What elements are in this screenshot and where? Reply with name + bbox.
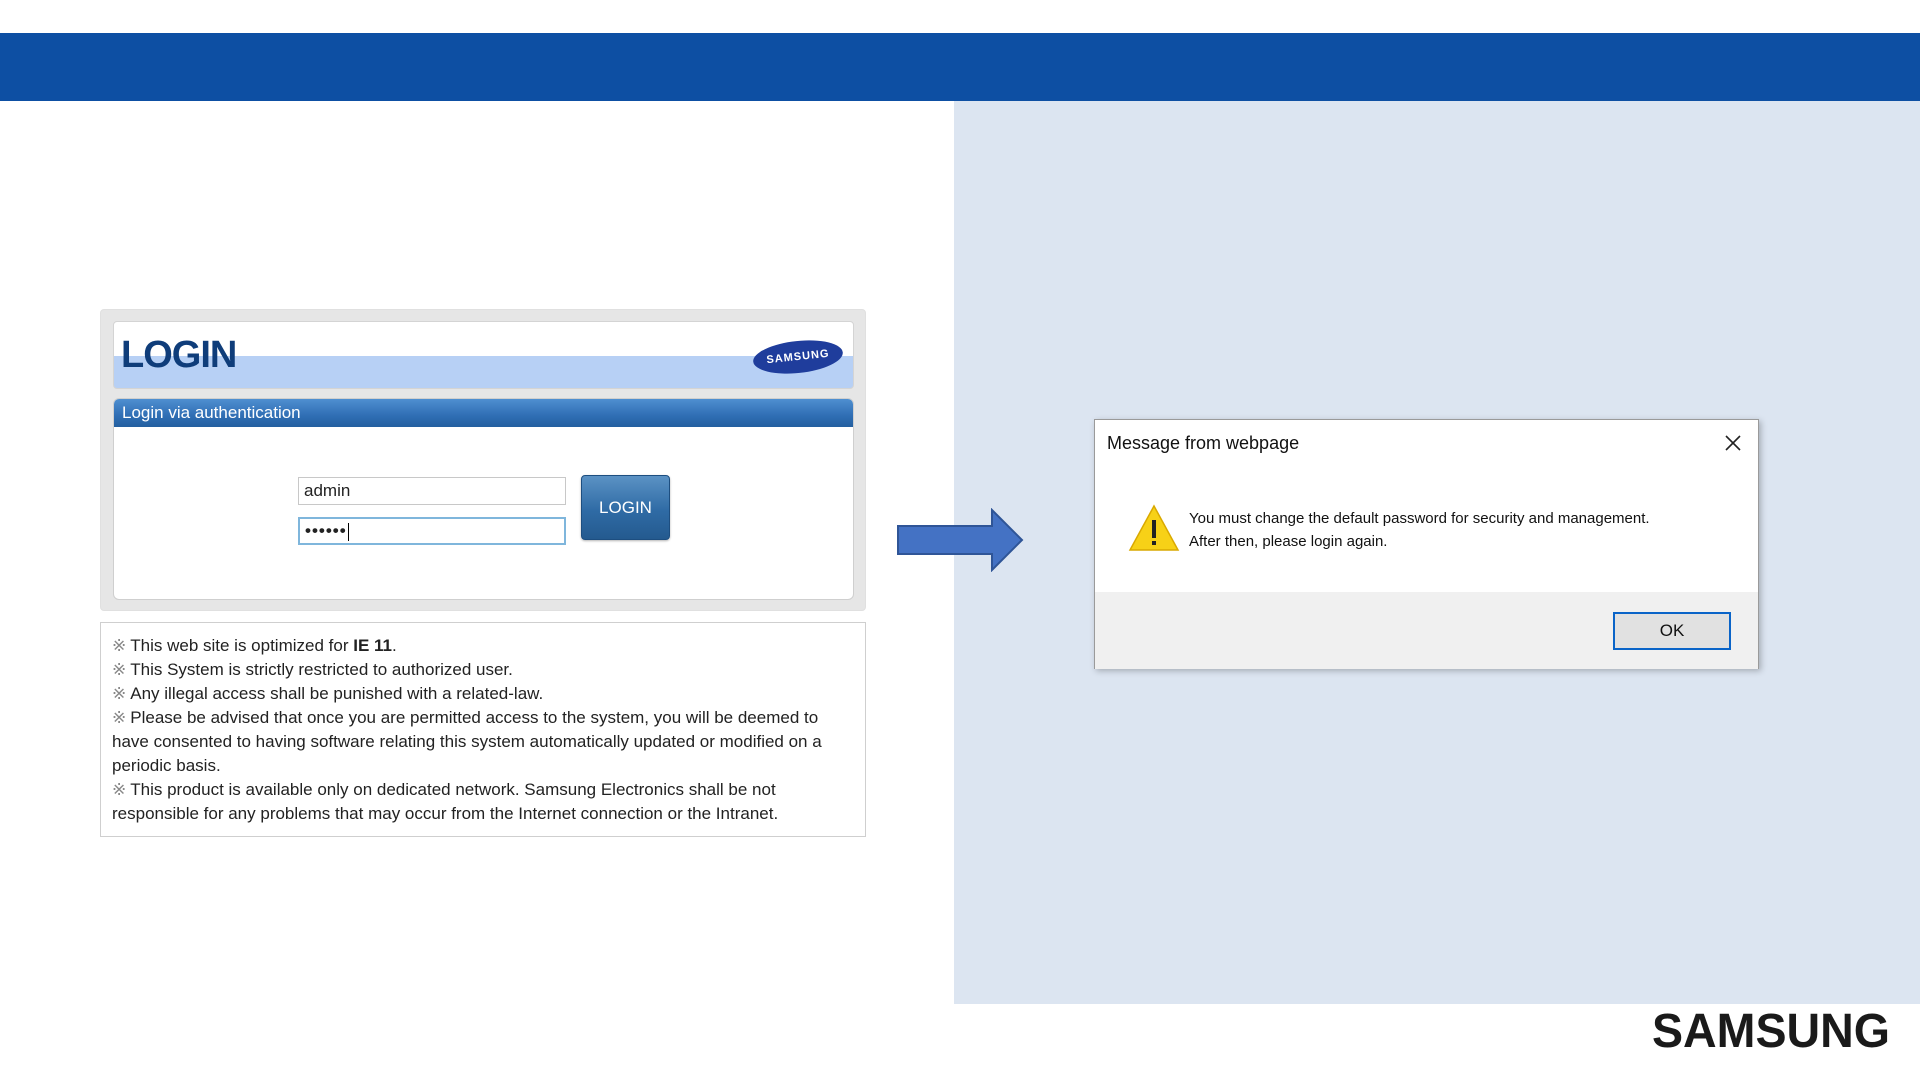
ok-button[interactable]: OK <box>1613 612 1731 650</box>
notice-box <box>100 622 866 837</box>
notice-bold-text: IE 11 <box>353 636 392 655</box>
notice-line <box>112 706 855 778</box>
login-window <box>100 309 866 611</box>
samsung-wordmark-logo <box>1650 1001 1892 1057</box>
notice-mark: ※ <box>112 636 127 655</box>
login-button[interactable]: LOGIN <box>581 475 670 540</box>
password-input[interactable] <box>298 517 566 545</box>
message-dialog <box>1094 419 1759 669</box>
username-input[interactable] <box>298 477 566 505</box>
notice-text: This System is strictly restricted to authorized user. <box>130 660 513 679</box>
warning-icon <box>1128 504 1180 552</box>
samsung-logo <box>752 336 845 377</box>
close-icon[interactable] <box>1722 432 1744 454</box>
notice-text: Any illegal access shall be punished with a related-law. <box>130 684 544 703</box>
notice-mark: ※ <box>112 684 127 703</box>
dialog-footer <box>1095 592 1758 669</box>
notice-text: . <box>391 636 397 655</box>
notice-line <box>112 658 855 682</box>
login-title: LOGIN <box>121 334 237 376</box>
notice-mark: ※ <box>112 660 127 679</box>
notice-line <box>112 682 855 706</box>
notice-text: This web site is optimized for <box>130 636 354 655</box>
dialog-title: Message from webpage <box>1107 433 1300 453</box>
top-banner-bar <box>0 33 1920 101</box>
login-section-title: Login via authentication <box>114 399 853 427</box>
right-arrow-icon <box>896 508 1026 572</box>
notice-line <box>112 778 855 826</box>
notice-mark: ※ <box>112 708 127 727</box>
password-value: •••••• <box>305 521 347 540</box>
dialog-message-line: You must change the default password for security and management. <box>1189 510 1650 527</box>
samsung-wordmark-text: SAMSUNG <box>1652 1005 1890 1057</box>
notice-mark: ※ <box>112 780 127 799</box>
dialog-message <box>1189 507 1650 553</box>
login-header <box>113 321 854 389</box>
notice-text: This product is available only on dedicated network. Samsung Electronics shall be not responsible for any problems that may occur from the Internet connection or the Intranet. <box>112 780 779 823</box>
username-value: admin <box>304 481 351 500</box>
notice-line <box>112 634 855 658</box>
notice-text: Please be advised that once you are permitted access to the system, you will be deemed to have consented to having software relating this system automatically updated or modified on a periodic basis. <box>112 708 822 775</box>
text-caret <box>348 523 349 541</box>
dialog-message-line: After then, please login again. <box>1189 533 1388 550</box>
samsung-logo-text: SAMSUNG <box>765 347 831 367</box>
login-form <box>113 398 854 600</box>
